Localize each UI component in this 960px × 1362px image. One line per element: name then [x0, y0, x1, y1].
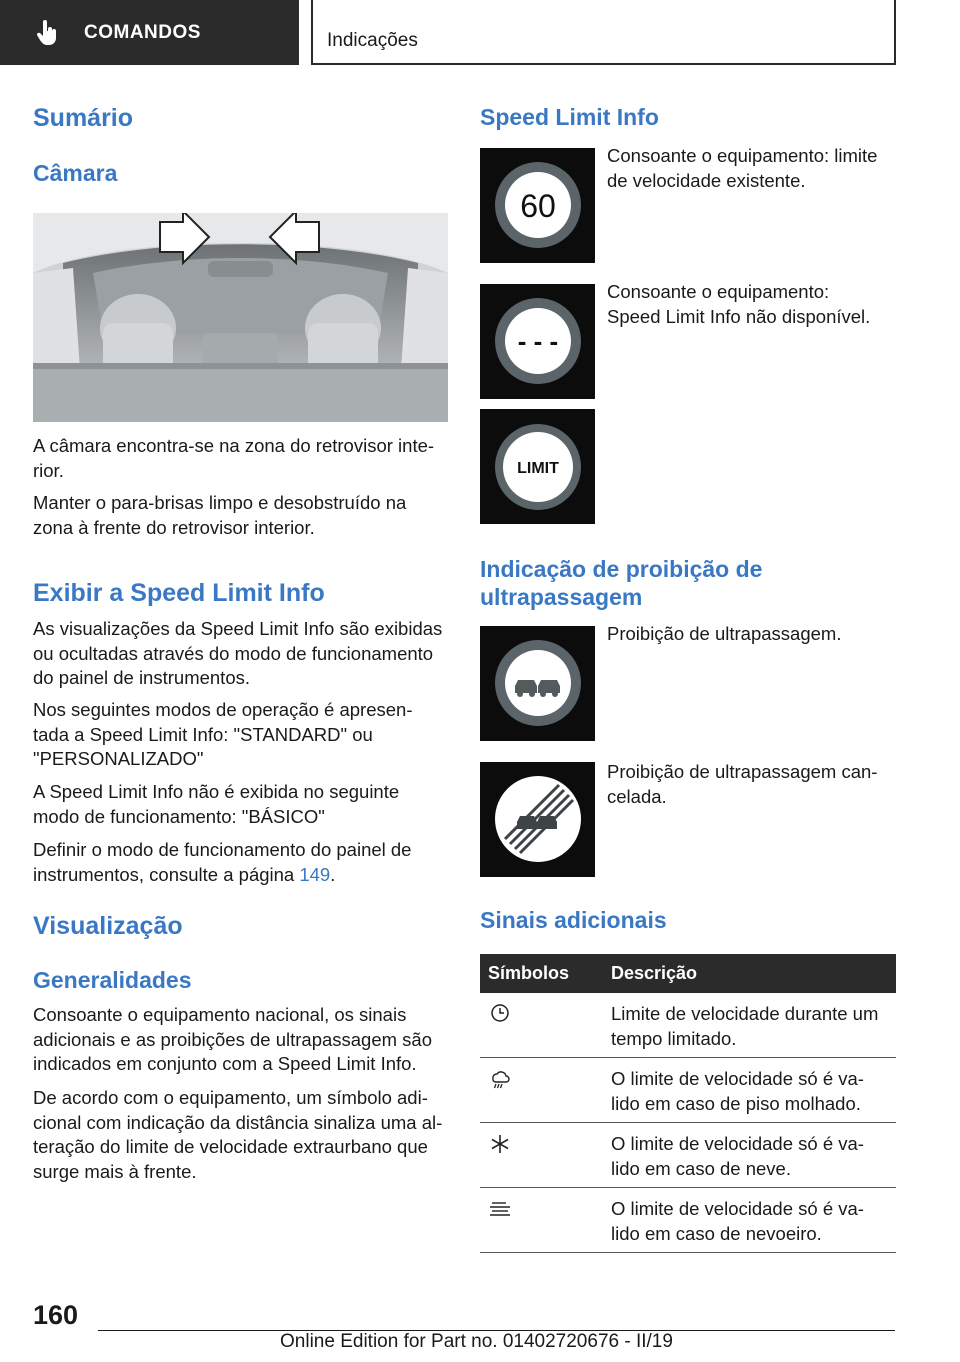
generalidades-paragraph-2: De acordo com o equipamento, um símbolo adi- cional com indicação da distância sinaliza uma al- teração do limite de velocidade extraurbano que surge mais à frente. [33, 1087, 443, 1182]
generalidades-paragraph-1: Consoante o equipamento nacional, os sinais adicionais e as proibições de ultrapassagem são indicados em conjunto com a Speed Limit Info. [33, 1004, 433, 1074]
speed-limit-info-heading: Speed Limit Info [480, 104, 659, 130]
generalidades-heading: Generalidades [33, 967, 192, 993]
sumario-heading: Sumário [33, 104, 134, 132]
fog-icon [488, 1198, 512, 1222]
clock-icon [488, 1003, 512, 1027]
exibir-paragraph-2: Nos seguintes modos de operação é apresen- tada a Speed Limit Info: "STANDARD" ou "PERSONALIZADO" [33, 699, 413, 769]
row-description: O limite de velocidade só é va- lido em caso de piso molhado. [611, 1068, 864, 1114]
row-description: O limite de velocidade só é va- lido em caso de nevoeiro. [611, 1198, 864, 1244]
table-row [480, 1058, 896, 1123]
sign-5-description: Proibição de ultrapassagem can- celada. [607, 761, 878, 807]
row-description: O limite de velocidade só é va- lido em caso de neve. [611, 1133, 864, 1179]
speed-limit-60-sign [480, 148, 595, 263]
table-row [480, 1123, 896, 1188]
camera-heading: Câmara [33, 160, 118, 186]
sign-1-description: Consoante o equipamento: limite de velocidade existente. [607, 145, 878, 191]
sign-4-description: Proibição de ultrapassagem. [607, 623, 842, 644]
table-row [480, 993, 896, 1058]
speed-limit-number: 60 [520, 188, 556, 224]
pointing-hand-icon [34, 20, 60, 46]
no-overtaking-sign [480, 626, 595, 741]
additional-signs-table [480, 954, 896, 1253]
column-header-symbols: Símbolos [488, 963, 570, 983]
exibir-paragraph-1: As visualizações da Speed Limit Info são exibidas ou ocultadas através do modo de funcionamento do painel de instrumentos. [33, 618, 443, 688]
header-subsection-title: Indicações [327, 30, 418, 51]
limit-label: LIMIT [517, 460, 559, 477]
exibir-paragraph-4-end: . [330, 863, 336, 885]
camera-paragraph-2: Manter o para-brisas limpo e desobstruído na zona à frente do retrovisor interior. [33, 492, 407, 538]
exibir-paragraph-4 [33, 838, 411, 887]
header-section-title: COMANDOS [84, 21, 201, 43]
page-number: 160 [33, 1300, 79, 1330]
speed-limit-unavailable-sign [480, 284, 595, 399]
table-header [480, 954, 896, 993]
snowflake-icon [488, 1133, 512, 1157]
camera-paragraph-1: A câmara encontra-se na zona do retrovisor inte- rior. [33, 435, 435, 481]
header-subsection-tab [311, 0, 896, 65]
exibir-paragraph-3: A Speed Limit Info não é exibida no seguinte modo de funcionamento: "BÁSICO" [33, 781, 400, 827]
end-no-overtaking-sign [480, 762, 595, 877]
page-reference-link[interactable]: 149 [299, 863, 331, 885]
column-header-description: Descrição [611, 963, 698, 983]
exibir-heading: Exibir a Speed Limit Info [33, 579, 325, 607]
sign-2-description: Consoante o equipamento: Speed Limit Info não disponível. [607, 281, 871, 327]
table-row [480, 1188, 896, 1253]
header-section-tab [0, 0, 299, 65]
limit-sign [480, 409, 595, 524]
camera-location-photo [33, 213, 448, 422]
footer-edition-text: Online Edition for Part no. 01402720676 - II/19 [280, 1331, 673, 1352]
row-description: Limite de velocidade durante um tempo limitado. [611, 1003, 879, 1049]
rain-cloud-icon [488, 1068, 512, 1092]
exibir-paragraph-4-text: Definir o modo de funcionamento do painel de instrumentos, consulte a página [33, 839, 412, 885]
overtaking-ban-heading: Indicação de proibição de ultrapassagem [480, 556, 763, 610]
visualizacao-heading: Visualização [33, 912, 183, 940]
unavailable-dashes: - - - [517, 326, 559, 356]
sinais-adicionais-heading: Sinais adicionais [480, 907, 667, 933]
